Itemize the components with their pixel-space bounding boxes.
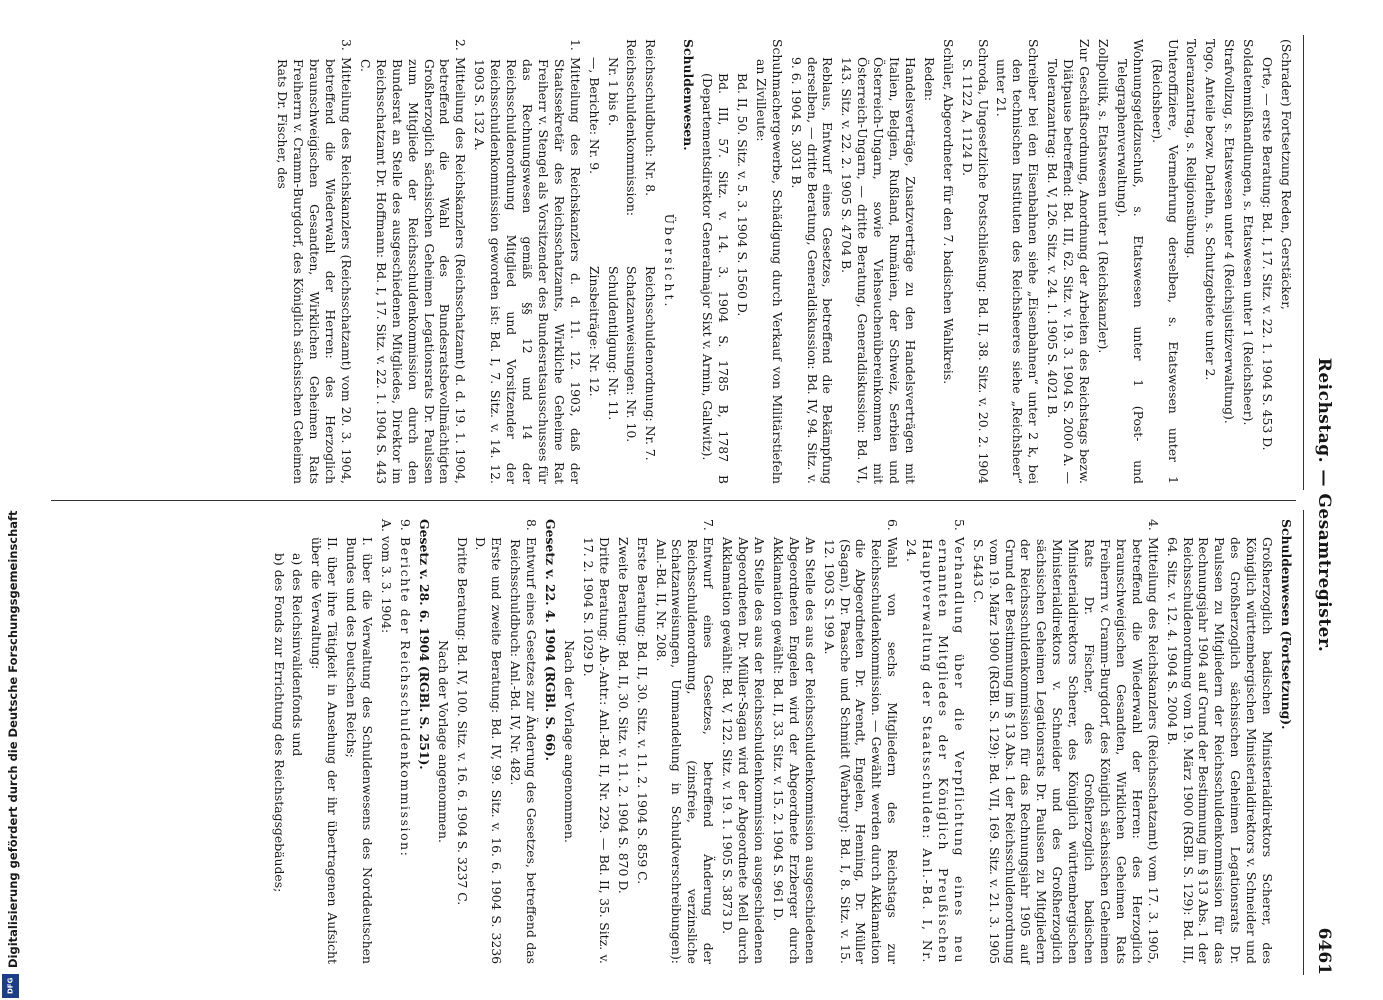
overview-item: Reichsschuldbuch: Nr. 8.	[643, 39, 659, 197]
overview-item: —, Berichte: Nr. 9.	[586, 57, 602, 175]
reading-third: Dritte Beratung: Ab.-Antr.: Anl.-Bd. II, Nr. 229. — Bd. II, 35. Sitz. v. 17. 2. 1904 S. 1029 D.	[580, 537, 612, 964]
entry-number: 8.	[524, 519, 540, 531]
header-rule-left	[1303, 35, 1304, 490]
page-number: 6461	[1314, 927, 1334, 975]
entry-6-by-election-2: An Stelle des aus der Reichsschuldenkommission ausgeschiedenen Abgeordneten Dr. Müller-Sagan wird der Abgeordnete Mell durch Akklamation gewählt: Bd. V, 122. Sitz. v. 19. 1. 1905 S. 3873 D.	[720, 537, 767, 964]
entry-zollpolitik: Zollpolitik, s. Etatswesen unter 1 (Reichskanzler).	[1095, 39, 1111, 354]
entry-orte: Orte, — erste Beratung: Bd. I, 17. Sitz. v. 22. 1. 1904 S. 453 D.	[1260, 57, 1276, 451]
reading-first: Erste Beratung: Bd. II, 30. Sitz. v. 11. 2. 1904 S. 859 C.	[634, 537, 650, 885]
entry-3-continued: Großherzoglich badischen Ministerialdirektors Scherer, des Königlich württembergischen Ministerialdirektors v. Schneider und des Großherzoglich sächsischen Geheimen Legationsrats Dr. Paulssen zu Mitgliedern der Reichsschuldenkommission für das Rechnungsjahr 1904 auf Grund der Bestimmung im § 13 Abs. 1 der Reichsschuldenordnung vom 19. März 1900 (RGBl. S. 129): Bd. III, 64. Sitz. v. 12. 4. 1904 S. 2004 B.	[1164, 537, 1276, 964]
overview-item: Zinsbeiträge: Nr. 12.	[586, 265, 602, 397]
entry-text: Mitteilung des Reichskanzlers (Reichsschatzamt) vom 20. 3. 1904, betreffend die Wiederwahl der Herren: des Herzoglich braunschweigischen Gesandten, Wirklichen Geheimen Rats Freiherrn v. Cramm-Burgdorf, des Königlich sächsischen Geheimen Rats Dr. Fischer, des	[275, 57, 355, 484]
overview-item: Reichsschuldenkommission:	[624, 39, 640, 217]
entry-text: Mitteilung des Reichskanzlers d. d. 11. 12. 1903, daß der Staatssekretär des Reichsschatzamts, Wirkliche Geheime Rat Freiherr v. Stengel als Vorsitzender des Bundesratsausschusses für das Rechnungswesen gemäß §§ 12 und 14 der Reichsschuldenordnung Mitglied und Vorsitzender der Reichsschuldenkommission geworden ist: Bd. I, 7. Sitz. v. 14. 12. 1903 S. 132 A.	[472, 57, 583, 484]
digitization-note: Digitalisierung gefördert durch die Deutsche Forschungsgemeinschaft	[6, 510, 20, 968]
overview-item: Reichsschuldenordnung: Nr. 7.	[643, 265, 659, 461]
entry-number: 4.	[1145, 519, 1161, 531]
numbered-entry-9	[397, 519, 413, 964]
entry-number: 7.	[701, 519, 717, 531]
reading-third: Dritte Beratung: Bd. IV, 100. Sitz. v. 16. 6. 1904 S. 3237 C.	[454, 537, 470, 906]
numbered-entry-1	[471, 39, 582, 484]
entry-text: Berichte der Reichsschuldenkommission:	[397, 537, 413, 858]
reading-second: Zweite Beratung: Bd. II, 30. Sitz. v. 11. 2. 1904 S. 870 D.	[615, 537, 631, 894]
left-column	[272, 39, 1294, 484]
entry-reblaus: Reblaus, Entwurf eines Gesetzes, betreffend die Bekämpfung derselben, — dritte Beratung, Generaldiskussion: Bd. IV, 94. Sitz. v. 9. 6. 1904 S. 3031 B.	[788, 57, 836, 484]
adopted-note: Nach der Vorlage angenommen.	[562, 640, 578, 843]
entry-unteroffiziere: Unteroffiziere, Vermehrung derselben, s. Etatswesen unter 1 (Reichsheer).	[1149, 39, 1181, 484]
section-heading-schuldenwesen: Schuldenwesen.	[681, 39, 697, 151]
entry-text: Entwurf eines Gesetzes zur Änderung des Gesetzes, betreffend das Reichsschuldbuch: Anl.-Bd. IV, Nr. 482.	[508, 537, 540, 964]
entry-text: Verhandlung über die Verpflichtung eines neu ernannten Mitgliedes der Königlich Preußischen Hauptverwaltung der Staatsschulden: Anl.-Bd. I, Nr. 24.	[904, 537, 967, 964]
numbered-entry-8	[507, 519, 539, 964]
entry-number: 9.	[397, 519, 413, 531]
entry-wohnungsgeldzuschuss: Wohnungsgeldzuschuß, s. Etatswesen unter 1 (Post- und Telegraphenverwaltung).	[1114, 39, 1146, 484]
overview-heading: Übersicht.	[662, 213, 678, 310]
dfg-logo: DFG	[2, 974, 19, 998]
overview-right	[583, 266, 659, 484]
entry-text: Mitteilung des Reichskanzlers (Reichsschatzamt) vom 17. 3. 1905, betreffend die Wiederwahl der Herren: des Herzoglich braunschweigischen Gesandten, Wirklichen Geheimen Rats Freiherrn v. Cramm-Burgdorf, des Königlich sächsischen Geheimen Rats Dr. Fischer, des Großherzoglich badischen Ministerialdirektors Scherer, des Königlich württembergischen Ministerialdirektors v. Schneider und des Großherzoglich sächsischen Geheimen Legationsrats Dr. Paulssen zu Mitgliedern der Reichsschuldenkommission für das Rechnungsjahr 1905 auf Grund der Bestimmung im § 13 Abs. 1 der Reichsschuldenordnung vom 19. März 1900 (RGBl. S. 129): Bd. VII, 169. Sitz. v. 21. 3. 1905 S. 5443 C.	[970, 537, 1161, 964]
column-divider	[51, 500, 1296, 501]
rotated-register-page	[40, 35, 1340, 975]
entry-number: 5.	[951, 519, 967, 531]
entry-text: Wahl von sechs Mitgliedern des Reichstags zur Reichsschuldenkommission. — Gewählt werden durch Akklamation die Abgeordneten Dr. Arendt, Engelen, Henning, Dr. Müller (Sagan), Dr. Paasche und Schmidt (Warburg): Bd. I, 8. Sitz. v. 15. 12. 1903 S. 199 A.	[821, 537, 901, 964]
entry-strafvollzug: Strafvollzug, s. Etatswesen unter 4 (Reichsjustizverwaltung).	[1222, 39, 1238, 424]
entry-schuhmacher-ref-1: Bd. II, 50. Sitz. v. 5. 3. 1904 S. 1560 D.	[734, 73, 750, 317]
entry-soldatenmisshandlungen: Soldatenmißhandlungen, s. Etatswesen unter 1 (Reichsheer).	[1241, 39, 1257, 426]
entry-text: Entwurf eines Gesetzes, betreffend Änderung der Reichsschuldenordnung, (zinsfreie, verzinsliche Schatzanweisungen, Ummandelung in Schuldverschreibungen): Anl.-Bd. II, Nr. 208.	[653, 537, 717, 964]
entry-zur-geschaeftsordnung: Zur Geschäftsordnung, Anordnung der Arbeiten des Reichstags bezw. Diätpause betreffend: Bd. III, 62. Sitz. v. 19. 3. 1904 S. 2000 A. — Toleranzantrag: Bd. V, 126. Sitz. v. 24. 1. 1905 S. 4021 B.	[1045, 39, 1093, 484]
numbered-entry-2	[357, 39, 468, 484]
law-reference: Gesetz v. 28. 6. 1904 (RGBl. S. 251).	[416, 519, 432, 770]
entry-schroda: Schroda, Ungesetzliche Postschließung: Bd. II, 38. Sitz. v. 20. 2. 1904 S. 1122 A, 1124 D.	[959, 39, 991, 484]
entry-schuhmacher-ref-2: Bd. III, 57. Sitz. v. 14. 3. 1904 S. 1785 B, 1787 B (Departementsdirektor Generalmajor Sixt v. Armin, Gallwitz).	[700, 73, 731, 484]
entry-number: 6.	[885, 519, 901, 531]
overview-item: Schuldentilgung: Nr. 11.	[605, 265, 621, 421]
entry-handelsvertraege: Handelsverträge, Zusatzverträge zu den Handelsverträgen mit Italien, Belgien, Rußland, Rumänien, der Schweiz, Serbien und Österreich-Ungarn, sowie Viehseuchenübereinkommen mit Österreich-Ungarn, — dritte Beratung, Generaldiskussion: Bd. VI, 143. Sitz. v. 22. 2. 1905 S. 4704 B.	[839, 57, 918, 484]
numbered-entry-5	[903, 519, 967, 964]
entry-togo: Togo, Anteile bezw. Darlehn, s. Schutzgebiete unter 2.	[1203, 39, 1219, 381]
report-date: A. vom 3. 3. 1904:	[378, 519, 394, 634]
entry-number: 1.	[567, 39, 583, 51]
page-header	[1300, 35, 1340, 975]
entry-schrader: (Schrader) Fortsetzung Reden, Gerstäcker,	[1279, 39, 1294, 310]
report-subitem-b: b) des Fonds zur Errichtung des Reichstagsgebäudes;	[271, 553, 287, 893]
digitization-footer	[1, 470, 29, 998]
entry-6-by-election-1: An Stelle des aus der Reichsschuldenkommission ausgeschiedenen Abgeordneten Engelen wird der Abgeordnete Erzberger durch Akklamation gewählt: Bd. II, 33. Sitz. v. 15. 2. 1904 S. 961 D.	[770, 537, 818, 964]
law-reference: Gesetz v. 22. 4. 1904 (RGBl. S. 66).	[543, 519, 559, 761]
entry-schreiber: Schreiber bei den Eisenbahnen siehe „Eisenbahnen“ unter 2 k, bei den technischen Instituten des Reichsheeres siehe „Reichsheer“ unter 21.	[994, 39, 1042, 484]
entry-number: 2.	[453, 39, 469, 51]
reading-first-second: Erste und zweite Beratung: Bd. IV, 99. Sitz. v. 16. 6. 1904 S. 3236 D.	[473, 537, 505, 964]
continuation-heading: Schuldenwesen (Fortsetzung).	[1279, 519, 1294, 730]
overview-item: Schatzanweisungen: Nr. 10.	[624, 265, 640, 443]
entry-schuhmachergewerbe: Schuhmachergewerbe, Schädigung durch Verkauf von Militärstiefeln an Zivilleute:	[753, 39, 785, 484]
header-rule-right	[1303, 510, 1304, 975]
numbered-entry-4	[970, 519, 1161, 964]
adopted-note: Nach der Vorlage angenommen.	[435, 640, 451, 843]
numbered-entry-6	[821, 519, 901, 964]
overview-left	[583, 39, 659, 257]
report-item-1: I. über die Verwaltung des Schuldenwesens des Norddeutschen Bundes und des Deutschen Reichs;	[344, 537, 376, 964]
report-item-2: II. über ihre Tätigkeit in Ansehung der ihr übertragenen Aufsicht über die Verwaltung:	[309, 537, 341, 964]
numbered-entry-7	[653, 519, 717, 964]
overview-item: Nr. 1 bis 6.	[605, 57, 621, 127]
page-title: Reichstag. — Gesamtregister.	[1314, 357, 1334, 653]
entry-number: 3.	[339, 39, 355, 51]
entry-toleranzantrag: Toleranzantrag, s. Religionsübung.	[1184, 39, 1200, 259]
numbered-entry-3	[275, 39, 355, 484]
speeches-label: Reden:	[921, 57, 937, 102]
right-column	[268, 519, 1294, 964]
overview-table	[583, 39, 659, 484]
entry-schueler: Schüler, Abgeordneter für den 7. badischen Wahlkreis.	[940, 39, 956, 385]
entry-text: Mitteilung des Reichskanzlers (Reichsschatzamt) d. d. 19. 1. 1904, betreffend die Wahl des Bundesratsbevollmächtigten Großherzoglich sächsischen Geheimen Legationsrats Dr. Paulssen zum Mitgliede der Reichsschuldenkommission durch den Bundesrat an Stelle des ausgeschiedenen Mitgliedes, Direktor im Reichsschatzamt Dr. Hoffmann: Bd. I, 17. Sitz. v. 22. 1. 1904 S. 443 C.	[357, 57, 469, 484]
report-subitem-a: a) des Reichsinvalidenfonds und	[290, 553, 306, 757]
